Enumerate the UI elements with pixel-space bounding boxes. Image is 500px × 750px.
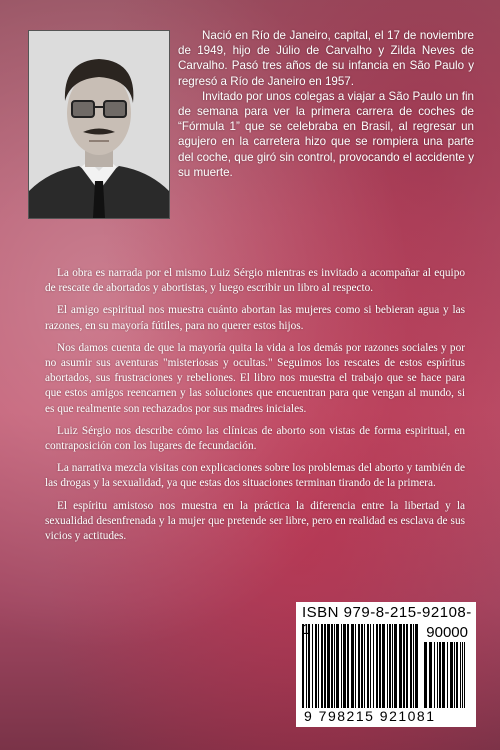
barcode-bar [355, 624, 356, 708]
barcode-bar [406, 624, 408, 708]
bio-paragraph: Invitado por unos colegas a viajar a São Paulo un fin de semana para ver la primera carrera de coches de “Fórmula 1” que se celebraba en Brasil, al regresar un agujero en la carretera hizo que se rompiera una parte del coche, que giró sin control, provocando el accidente y su muerte. [178, 89, 474, 179]
isbn-label: ISBN 979-8-215-92108-1 [302, 604, 472, 638]
barcode-bar [341, 624, 342, 708]
barcode-bar [327, 624, 330, 708]
barcode-bar [331, 624, 333, 708]
barcode-bar [373, 624, 374, 708]
barcode-bars [302, 624, 420, 708]
supplement-barcode-bars [424, 642, 468, 708]
barcode-bar [392, 624, 393, 708]
barcode-bar [351, 624, 354, 708]
barcode-bar [361, 624, 363, 708]
barcode-bar [302, 624, 304, 708]
barcode-bar [394, 624, 397, 708]
barcode-bar [462, 642, 463, 708]
barcode-bar [454, 642, 455, 708]
barcode-bar [382, 624, 385, 708]
barcode-bar [376, 624, 378, 708]
author-photo [28, 30, 170, 219]
book-description [45, 266, 465, 551]
barcode-bar [367, 624, 369, 708]
price-code: 90000 [426, 624, 468, 641]
barcode-bar [358, 624, 360, 708]
description-paragraph: El espíritu amistoso nos muestra en la práctica la diferencia entre la libertad y la sexualidad desenfrenada y la mujer que pretende ser libre, pero en realidad es esclava de sus vicios y actitudes. [45, 499, 465, 543]
barcode-bar [312, 624, 313, 708]
barcode-bar [389, 624, 391, 708]
barcode-bar [370, 624, 371, 708]
barcode-bar [343, 624, 346, 708]
barcode-bar [460, 642, 461, 708]
barcode-bar [464, 642, 465, 708]
barcode-bar [447, 642, 448, 708]
barcode-bar [336, 624, 339, 708]
description-paragraph: El amigo espiritual nos muestra cuánto abortan las mujeres como si bebieran agua y las razones, en su mayoría fútiles, para no querer estos hijos. [45, 304, 465, 332]
isbn-barcode [296, 602, 476, 727]
barcode-bar [306, 624, 307, 708]
barcode-bar [364, 624, 365, 708]
barcode-bar [318, 624, 319, 708]
barcode-bar [415, 624, 418, 708]
barcode-bar [379, 624, 381, 708]
description-paragraph: La narrativa mezcla visitas con explicaciones sobre los problemas del aborto y también de las drogas y la sexualidad, ya que estas dos situaciones terminan tirando de la primera. [45, 462, 465, 490]
barcode-bar [429, 642, 432, 708]
description-paragraph: Luiz Sérgio nos describe cómo las clínicas de aborto son vistas de forma espiritual, en contraposición con los lugares de fecundación. [45, 424, 465, 453]
barcode-bar [324, 624, 326, 708]
barcode-bar [434, 642, 435, 708]
barcode-bar [387, 624, 388, 708]
bio-paragraph: Nació en Río de Janeiro, capital, el 17 de noviembre de 1949, hijo de Júlio de Carvalho y Zilda Neves de Carvalho. Pasó tres años de su infancia en São Paulo y regresó a Río de Janeiro en 1957. [178, 29, 474, 88]
barcode-bar [308, 624, 310, 708]
barcode-bar [413, 624, 414, 708]
barcode-bar [321, 624, 323, 708]
author-bio [178, 28, 474, 180]
barcode-bar [410, 624, 412, 708]
barcode-bar [442, 642, 445, 708]
barcode-bar [437, 642, 438, 708]
barcode-bar [347, 624, 349, 708]
barcode-bar [450, 642, 453, 708]
barcode-bar [403, 624, 405, 708]
barcode-bar [424, 642, 427, 708]
barcode-bar [439, 642, 441, 708]
barcode-bar [399, 624, 402, 708]
barcode-number: 9 798215 921081 [304, 708, 436, 724]
description-paragraph: La obra es narrada por el mismo Luiz Sérgio mientras es invitado a acompañar al equipo de rescate de abortados y abortistas, y luego escribir un libro al respecto. [45, 267, 465, 295]
description-paragraph: Nos damos cuenta de que la mayoría quita la vida a los demás por razones sociales y por no asumir sus aventuras "misteriosas y ocultas." Seguimos los rescates de estos espíritus abortados, sus frustraciones y rebeliones. El libro nos muestra el trabajo que se hace para que estos amigos reencarnen y las soluciones que encuentran para que vengan al mundo, si es que realmente son rechazados por sus madres iniciales. [45, 341, 465, 415]
barcode-bar [334, 624, 335, 708]
barcode-bar [456, 642, 458, 708]
barcode-bar [315, 624, 317, 708]
